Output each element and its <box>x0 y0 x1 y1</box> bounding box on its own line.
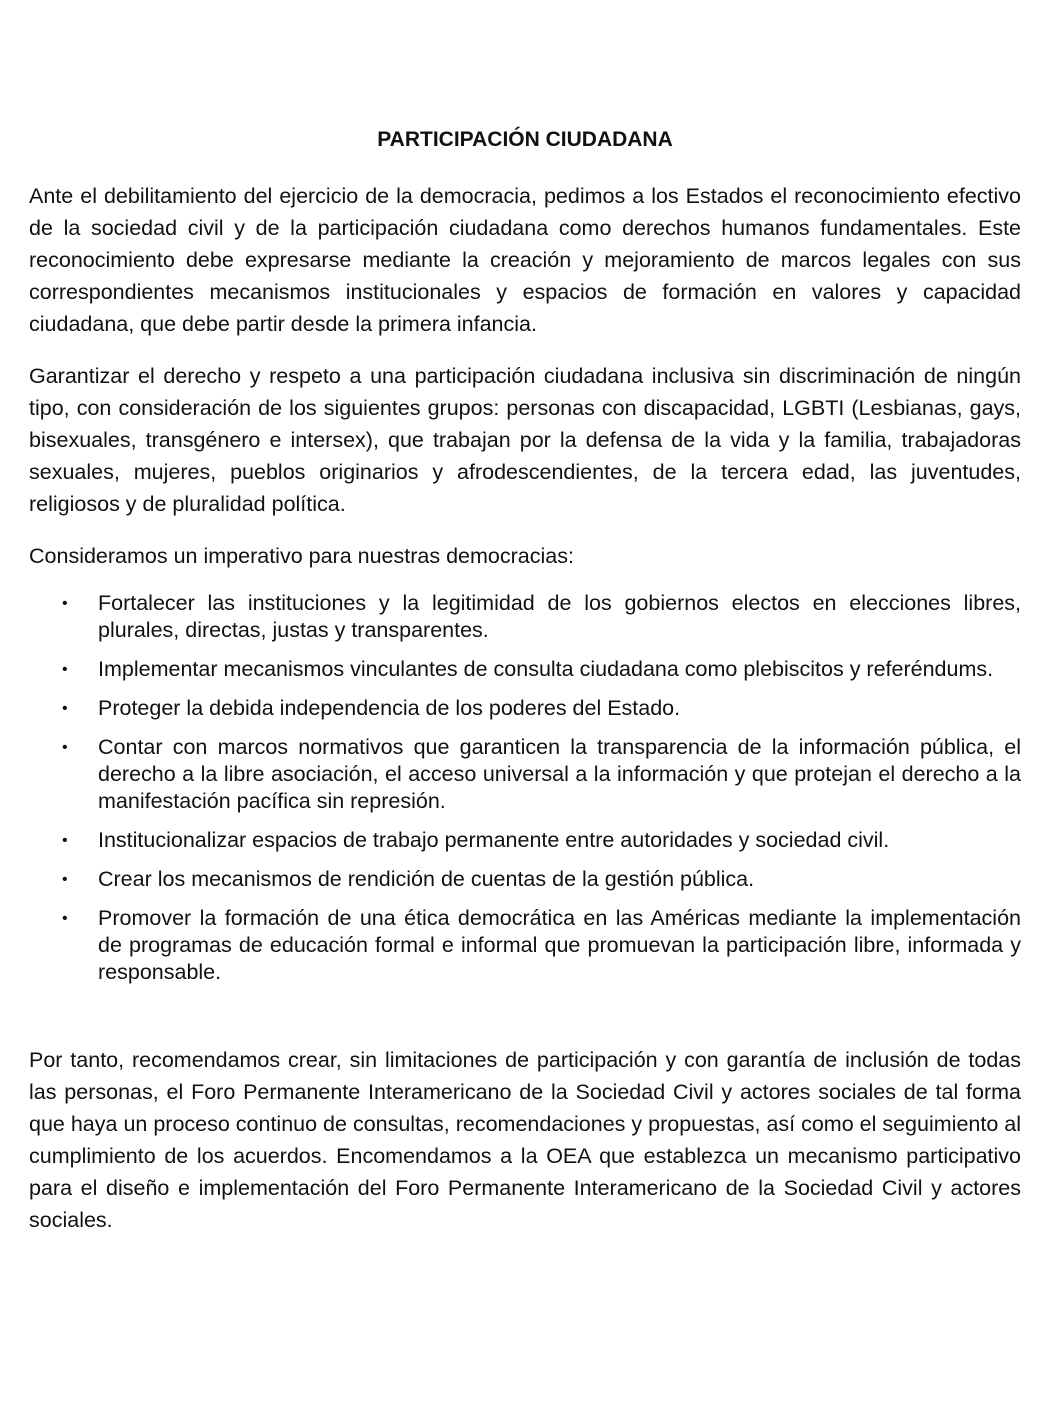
paragraph-inclusion: Garantizar el derecho y respeto a una participación ciudadana inclusiva sin discriminación de ningún tipo, con consideración de los siguientes grupos: personas con discapacidad, LGBTI (Lesbianas, gays, bisexuales, transgénero e intersex), que trabajan por la defensa de la vida y la familia, trabajadoras sexuales, mujeres, pueblos originarios y afrodescendientes, de la tercera edad, las juventudes, religiosos y de pluralidad política. <box>29 364 1021 516</box>
document-title: PARTICIPACIÓN CIUDADANA <box>377 128 673 151</box>
list-item-text: Implementar mecanismos vinculantes de consulta ciudadana como plebiscitos y referéndums. <box>98 657 994 681</box>
paragraph-recognition: Ante el debilitamiento del ejercicio de la democracia, pedimos a los Estados el reconocimiento efectivo de la sociedad civil y de la participación ciudadana como derechos humanos fundamentales. Este reconocimiento debe expresarse mediante la creación y mejoramiento de marcos legales con sus correspondientes mecanismos institucionales y espacios de formación en valores y capacidad ciudadana, que debe partir desde la primera infancia. <box>29 184 1021 336</box>
bullet-icon: • <box>62 700 68 717</box>
list-item-text: Proteger la debida independencia de los poderes del Estado. <box>98 696 681 720</box>
bullet-icon: • <box>62 739 68 756</box>
list-item <box>29 827 1021 854</box>
paragraph-conclusion: Por tanto, recomendamos crear, sin limitaciones de participación y con garantía de inclusión de todas las personas, el Foro Permanente Interamericano de la Sociedad Civil y actores sociales de tal forma que haya un proceso continuo de consultas, recomendaciones y propuestas, así como el seguimiento al cumplimiento de los acuerdos. Encomendamos a la OEA que establezca un mecanismo participativo para el diseño e implementación del Foro Permanente Interamericano de la Sociedad Civil y actores sociales. <box>29 1048 1021 1232</box>
list-item <box>29 905 1021 986</box>
list-item <box>29 656 1021 683</box>
list-item <box>29 590 1021 644</box>
imperatives-list <box>29 590 1021 986</box>
list-item-text: Fortalecer las instituciones y la legitimidad de los gobiernos electos en elecciones libres, plurales, directas, justas y transparentes. <box>98 591 1021 642</box>
document-page <box>29 126 1021 1256</box>
list-item <box>29 695 1021 722</box>
list-item-text: Institucionalizar espacios de trabajo permanente entre autoridades y sociedad civil. <box>98 828 890 852</box>
bullet-icon: • <box>62 661 68 678</box>
bullet-icon: • <box>62 871 68 888</box>
list-item <box>29 734 1021 815</box>
list-item <box>29 866 1021 893</box>
bullet-icon: • <box>62 910 68 927</box>
bullet-icon: • <box>62 595 68 612</box>
list-item-text: Contar con marcos normativos que garanticen la transparencia de la información pública, el derecho a la libre asociación, el acceso universal a la información y que protejan el derecho a la manifestación pacífica sin represión. <box>98 735 1021 813</box>
list-item-text: Promover la formación de una ética democrática en las Américas mediante la implementación de programas de educación formal e informal que promuevan la participación libre, informada y responsable. <box>98 906 1021 984</box>
list-item-text: Crear los mecanismos de rendición de cuentas de la gestión pública. <box>98 867 755 891</box>
list-intro: Consideramos un imperativo para nuestras democracias: <box>29 544 574 568</box>
bullet-icon: • <box>62 832 68 849</box>
